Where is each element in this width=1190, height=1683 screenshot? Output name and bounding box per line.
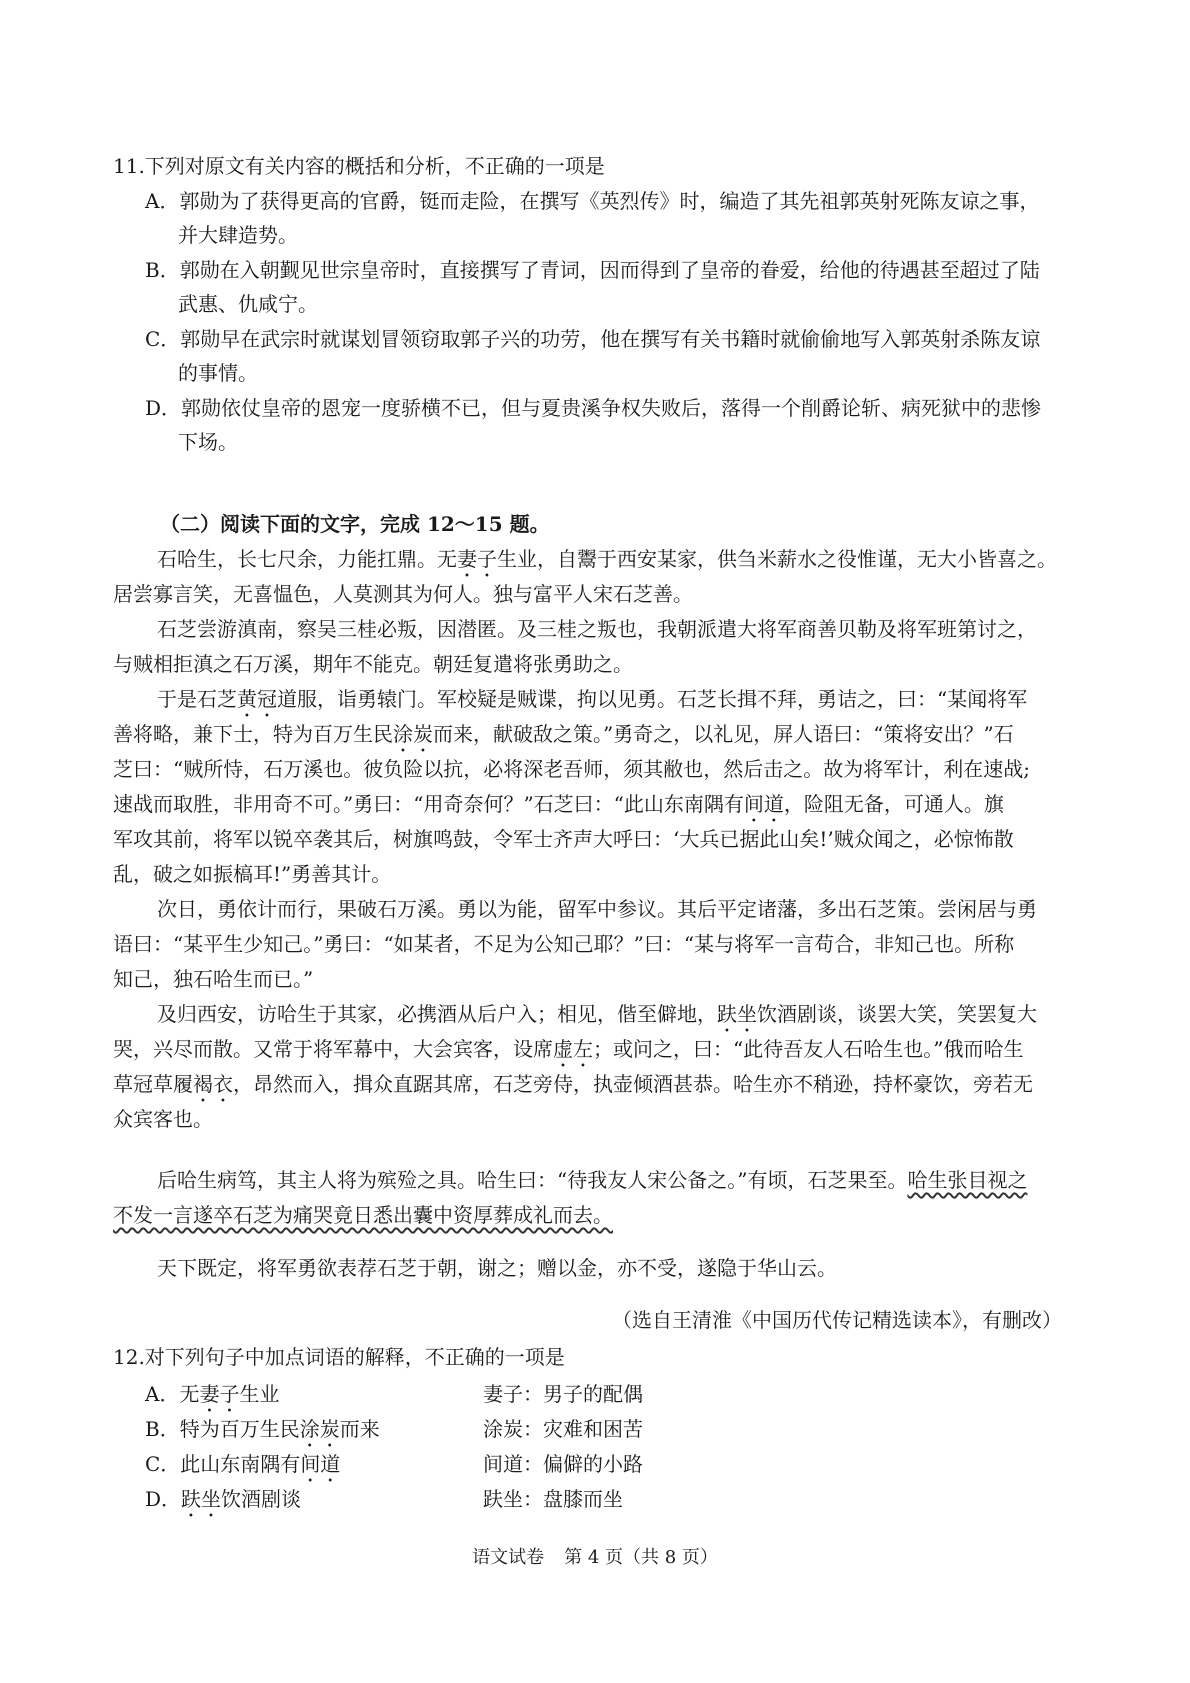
passage-line: 与贼相拒滇之石万溪，期年不能克。朝廷复遣将张勇助之。 bbox=[113, 652, 633, 676]
passage-line: 于是石芝黄冠道服，诣勇辕门。军校疑是贼谍，拘以见勇。石芝长揖不拜，勇诘之，曰：“某闻将军 bbox=[157, 687, 1028, 711]
dotted-term: 妻子 bbox=[457, 547, 497, 571]
page-footer bbox=[0, 1546, 1190, 1570]
passage-line: 众宾客也。 bbox=[113, 1107, 213, 1131]
q11-option-c-line2: 的事情。 bbox=[178, 361, 258, 385]
q11-option-b-line1: B．郭勋在入朝觐见世宗皇帝时，直接撰写了青词，因而得到了皇帝的眷爱，给他的待遇甚至超过了陆 bbox=[145, 258, 1040, 282]
passage-line: 天下既定，将军勇欲表荐石芝于朝，谢之；赠以金，亦不受，遂隐于华山云。 bbox=[157, 1256, 837, 1280]
passage-line: 居尝寡言笑，无喜愠色，人莫测其为何人。独与富平人宋石芝善。 bbox=[113, 582, 693, 606]
passage-line: 石芝尝游滇南，察吴三桂必叛，因潜匿。及三桂之叛也，我朝派遣大将军商善贝勒及将军班第讨之， bbox=[157, 617, 1037, 641]
passage-line bbox=[113, 1201, 613, 1229]
q11-option-d-line2: 下场。 bbox=[178, 430, 238, 454]
dotted-term: 间道 bbox=[743, 792, 784, 816]
footer-subject: 语文试卷 bbox=[472, 1547, 545, 1568]
q12-option-d-explanation: 趺坐：盘膝而坐 bbox=[483, 1487, 623, 1511]
dotted-term: 妻子 bbox=[199, 1382, 240, 1406]
passage-line: 次日，勇依计而行，果破石万溪。勇以为能，留军中参议。其后平定诸藩，多出石芝策。尝闲居与勇 bbox=[157, 897, 1037, 921]
q11-option-a-line1: A．郭勋为了获得更高的官爵，铤而走险，在撰写《英烈传》时，编造了其先祖郭英射死陈友谅之事， bbox=[145, 189, 1040, 213]
q12-option-a-explanation: 妻子：男子的配偶 bbox=[483, 1382, 643, 1406]
passage-line: 后哈生病笃，其主人将为殡殓之具。哈生曰：“待我友人宋公备之。”有顷，石芝果至。哈生张目视之 bbox=[157, 1168, 1028, 1192]
passage-line: 芝曰：“贼所恃，石万溪也。彼负险以抗，必将深老吾师，须其敝也，然后击之。故为将军计，利在速战; bbox=[113, 757, 1030, 781]
q11-option-b-line2: 武惠、仇咸宁。 bbox=[178, 292, 318, 316]
q11-option-d-line1: D．郭勋依仗皇帝的恩宠一度骄横不已，但与夏贵溪争权失败后，落得一个削爵论斩、病死狱中的悲惨 bbox=[145, 396, 1042, 420]
passage-line: 草冠草履褐衣，昂然而入，揖众直踞其席，石芝旁侍，执壶倾酒甚恭。哈生亦不稍逊，持杯豪饮，旁若无 bbox=[113, 1072, 1033, 1096]
dotted-term: 虚左 bbox=[553, 1037, 593, 1061]
passage-line: 哭，兴尽而散。又常于将军幕中，大会宾客，设席虚左；或问之，曰：“此待吾友人石哈生也。”俄而哈生 bbox=[113, 1037, 1024, 1061]
q11-option-c-line1: C．郭勋早在武宗时就谋划冒领窃取郭子兴的功劳，他在撰写有关书籍时就偷偷地写入郭英射杀陈友谅 bbox=[145, 327, 1041, 351]
dotted-term: 趺坐 bbox=[181, 1487, 222, 1511]
q12-option-a: A．无妻子生业 bbox=[145, 1382, 280, 1406]
passage-line: 语曰：“某平生少知己。”勇曰：“如某者，不足为公知己耶？”曰：“某与将军一言苟合，非知己也。所称 bbox=[113, 932, 1015, 956]
passage-line: 速战而取胜，非用奇不可。”勇曰：“用奇奈何？”石芝曰：“此山东南隅有间道，险阻无备，可通人。旗 bbox=[113, 792, 1004, 816]
passage-line: 善将略，兼下士，特为百万生民涂炭而来，献破敌之策。”勇奇之，以礼见，屏人语曰：“策将安出？”石 bbox=[113, 722, 1014, 746]
question-12-stem: 12.对下列句子中加点词语的解释，不正确的一项是 bbox=[113, 1345, 565, 1369]
footer-page-number: 第 4 页（共 8 页） bbox=[564, 1547, 718, 1568]
dotted-term: 黄冠 bbox=[237, 687, 277, 711]
q12-option-d: D．趺坐饮酒剧谈 bbox=[145, 1487, 302, 1511]
dotted-term: 涂炭 bbox=[299, 1417, 340, 1441]
q11-option-a-line2: 并大肆造势。 bbox=[178, 223, 298, 247]
q12-option-b: B．特为百万生民涂炭而来 bbox=[145, 1417, 380, 1441]
dotted-term: 间道 bbox=[300, 1452, 341, 1476]
passage-line: 军攻其前，将军以锐卒袭其后，树旗鸣鼓，令军士齐声大呼曰：‘大兵已据此山矣!’贼众闻之，必惊怖散 bbox=[113, 827, 1014, 851]
passage-line: 及归西安，访哈生于其家，必携酒从后户入；相见，偕至僻地，趺坐饮酒剧谈，谈罢大笑，笑罢复大 bbox=[157, 1002, 1037, 1026]
q12-option-b-explanation: 涂炭：灾难和困苦 bbox=[483, 1417, 643, 1441]
section-2-title: （二）阅读下面的文字，完成 12～15 题。 bbox=[160, 512, 550, 536]
dotted-term: 涂炭 bbox=[393, 722, 433, 746]
dotted-term: 褐衣 bbox=[193, 1072, 233, 1096]
passage-source: （选自王清淮《中国历代传记精选读本》，有删改） bbox=[612, 1308, 1062, 1332]
passage-line: 知己，独石哈生而已。” bbox=[113, 967, 314, 991]
passage-line: 石哈生，长七尺余，力能扛鼎。无妻子生业，自鬻于西安某家，供刍米薪水之役惟谨，无大小皆喜之。 bbox=[157, 547, 1057, 571]
q12-option-c-explanation: 间道：偏僻的小路 bbox=[483, 1452, 643, 1476]
passage-line: 乱，破之如振槁耳!”勇善其计。 bbox=[113, 862, 392, 886]
question-11-stem: 11.下列对原文有关内容的概括和分析，不正确的一项是 bbox=[113, 154, 605, 178]
wavy-underlined-text: 哈生张目视之 bbox=[907, 1168, 1028, 1192]
dotted-term: 趺坐 bbox=[717, 1002, 757, 1026]
q12-option-c: C．此山东南隅有间道 bbox=[145, 1452, 341, 1476]
wavy-underlined-text: 不发一言遂卒石芝为痛哭竟日悉出囊中资厚葬成礼而去。 bbox=[113, 1203, 613, 1227]
